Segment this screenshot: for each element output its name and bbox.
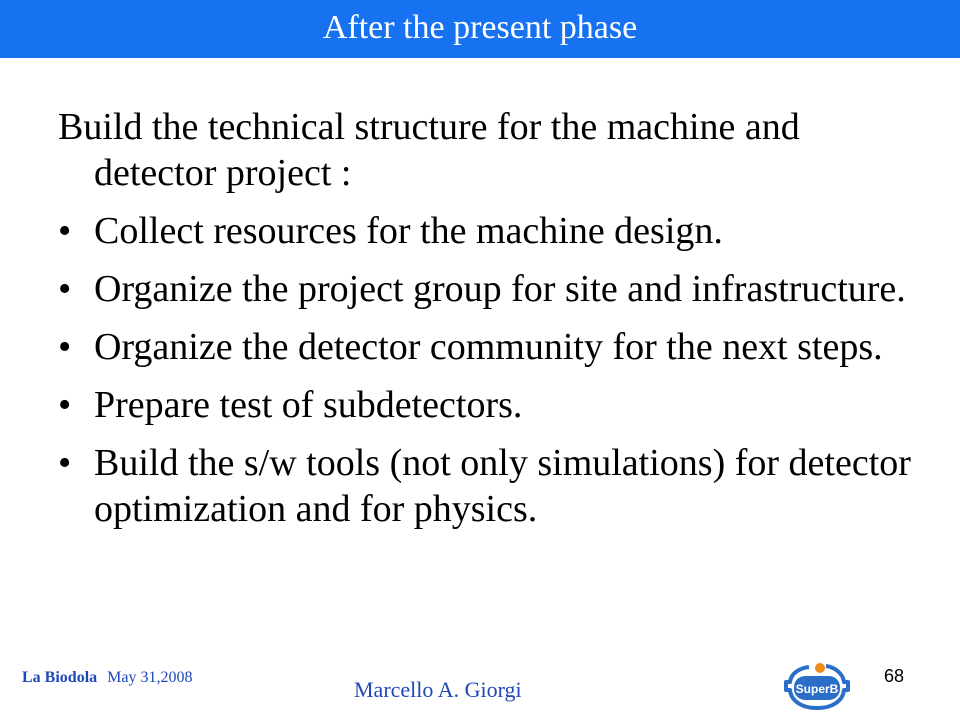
- bullet-text: Collect resources for the machine design.: [94, 210, 723, 252]
- page-number: 68: [884, 666, 905, 686]
- bullet-text: Build the s/w tools (not only simulations) for detector optimization and for physics.: [94, 442, 911, 530]
- slide-content: [58, 104, 918, 544]
- footer-author: Marcello A. Giorgi: [354, 677, 522, 702]
- bullet-list: [58, 208, 918, 532]
- footer-venue-date: [22, 668, 192, 688]
- bullet-icon: •: [58, 442, 72, 484]
- bullet-item: [58, 208, 918, 254]
- superb-logo-icon: [782, 656, 852, 714]
- bullet-item: [58, 382, 918, 428]
- bullet-item: [58, 440, 918, 532]
- bullet-icon: •: [58, 268, 72, 310]
- slide-title: After the present phase: [322, 9, 638, 46]
- bullet-item: [58, 324, 918, 370]
- bullet-icon: •: [58, 384, 72, 426]
- footer-date: May 31,2008: [107, 669, 193, 686]
- bullet-text: Organize the detector community for the next steps.: [94, 326, 883, 368]
- bullet-icon: •: [58, 326, 72, 368]
- bullet-item: [58, 266, 918, 312]
- logo-text: SuperB: [795, 682, 839, 696]
- bullet-text: Organize the project group for site and infrastructure.: [94, 268, 906, 310]
- bullet-text: Prepare test of subdetectors.: [94, 384, 523, 426]
- title-bar: [0, 0, 960, 58]
- intro-text: Build the technical structure for the machine and detector project :: [58, 106, 800, 194]
- footer-venue: La Biodola: [22, 669, 98, 686]
- bullet-icon: •: [58, 210, 72, 252]
